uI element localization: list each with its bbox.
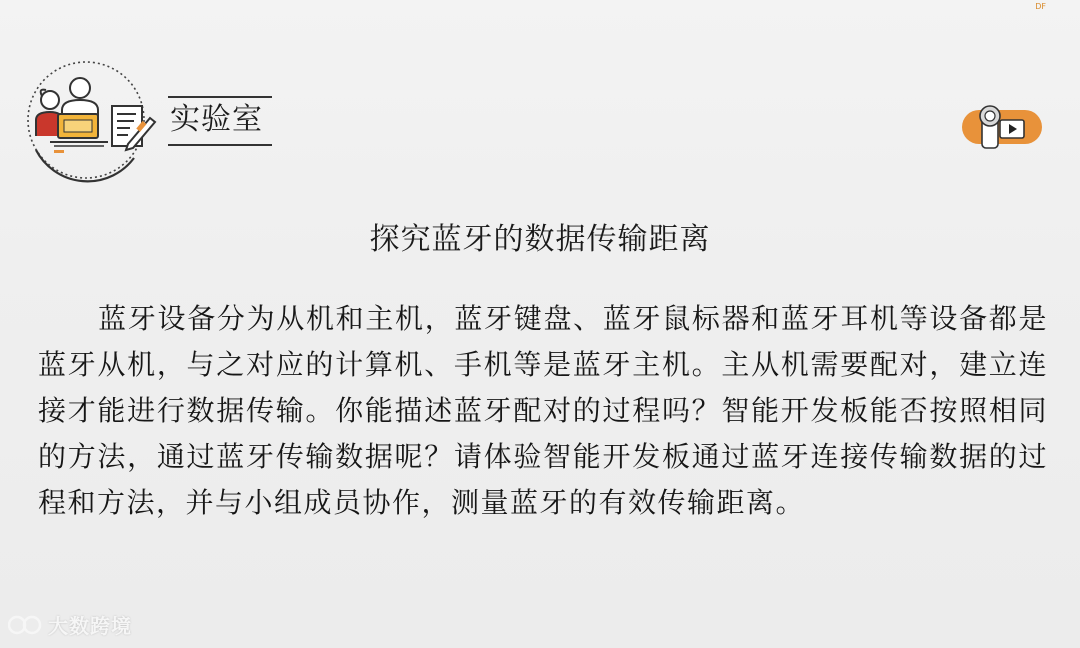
lab-title: 实验室 — [170, 102, 263, 137]
lab-illustration-icon — [24, 58, 164, 183]
lab-title-rule-bottom — [168, 144, 272, 146]
watermark — [8, 610, 132, 639]
corner-mark: DF — [1035, 2, 1046, 11]
body-paragraph-text: 蓝牙设备分为从机和主机，蓝牙键盘、蓝牙鼠标器和蓝牙耳机等设备都是蓝牙从机，与之对应的计算机、手机等是蓝牙主机。主从机需要配对，建立连接才能进行数据传输。你能描述蓝牙配对的过程吗？智能开发板能否按照相同的方法，通过蓝牙传输数据呢？请体验智能开发板通过蓝牙连接传输数据的过程和方法，并与小组成员协作，测量蓝牙的有效传输距离。 — [38, 302, 1048, 519]
watermark-text: 大数跨境 — [48, 614, 132, 638]
body-paragraph — [38, 296, 1048, 526]
lab-title-block — [168, 96, 272, 146]
video-play-icon[interactable] — [962, 102, 1044, 152]
lab-header — [24, 58, 284, 183]
section-title: 探究蓝牙的数据传输距离 — [369, 222, 711, 257]
watermark-logo-icon — [8, 614, 42, 636]
